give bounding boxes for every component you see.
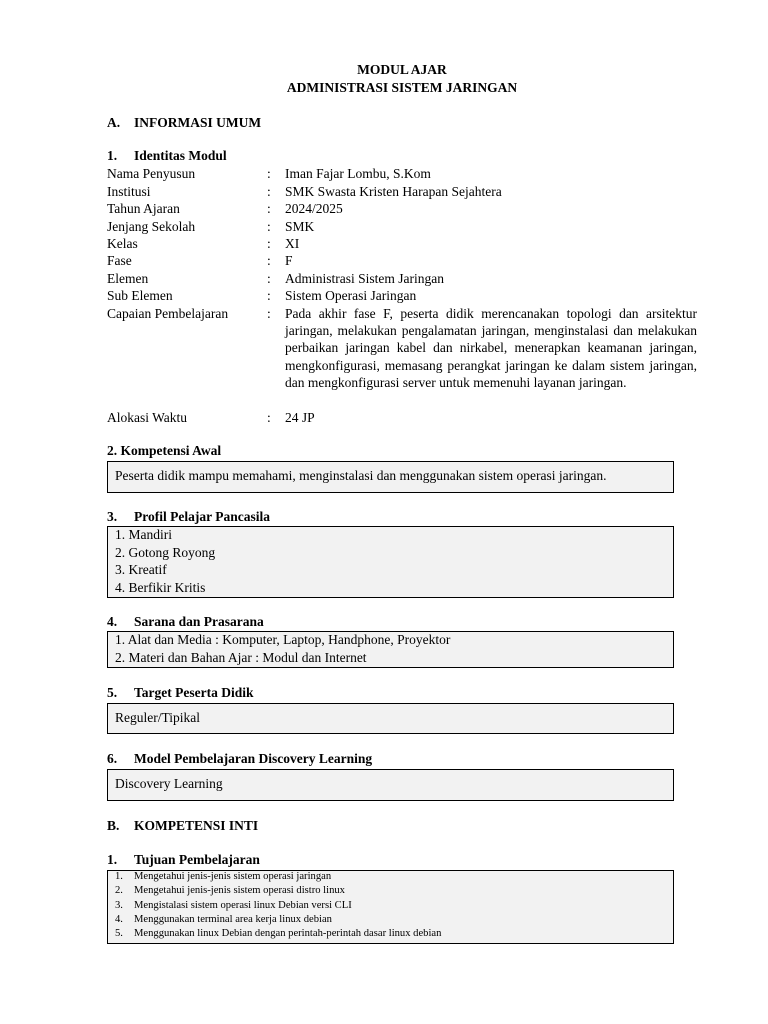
alokasi-value: 24 JP (285, 409, 315, 425)
capaian-label: Capaian Pembelajaran (107, 305, 229, 321)
info-value: 2024/2025 (285, 201, 343, 216)
target-box (107, 703, 674, 734)
profil-item: 4. Berfikir Kritis (115, 579, 206, 595)
tujuan-item-num: 1. (115, 871, 123, 882)
info-value: Iman Fajar Lombu, S.Kom (285, 166, 431, 181)
tujuan-box (107, 870, 674, 944)
info-value: XI (285, 236, 300, 251)
sarana-box (107, 631, 674, 668)
info-colon: : (267, 253, 271, 268)
info-colon: : (267, 270, 271, 286)
info-label: Elemen (107, 270, 149, 286)
info-colon: : (267, 288, 271, 303)
model-num: 6. (107, 751, 118, 766)
tujuan-label: Tujuan Pembelajaran (134, 852, 260, 867)
tujuan-item (115, 871, 331, 882)
info-label: Institusi (107, 183, 151, 199)
profil-box (107, 526, 674, 598)
tujuan-num: 1. (107, 852, 118, 867)
doc-title-line2: ADMINISTRASI SISTEM JARINGAN (286, 80, 518, 95)
info-label: Kelas (107, 236, 138, 251)
doc-title-line1: MODUL AJAR (357, 62, 447, 77)
info-value: SMK Swasta Kristen Harapan Sejahtera (285, 183, 502, 199)
profil-item: 3. Kreatif (115, 562, 167, 577)
model-label: Model Pembelajaran Discovery Learning (134, 751, 373, 766)
info-colon: : (267, 236, 271, 251)
target-num: 5. (107, 685, 118, 700)
info-value: Sistem Operasi Jaringan (285, 288, 417, 303)
info-colon: : (267, 183, 271, 199)
tujuan-item-num: 3. (115, 899, 123, 911)
profil-item: 1. Mandiri (115, 527, 172, 542)
identitas-heading (107, 148, 227, 164)
tujuan-item-text: Mengistalasi sistem operasi linux Debian versi CLI (134, 899, 352, 911)
info-label: Sub Elemen (107, 288, 173, 303)
tujuan-item-num: 5. (115, 928, 123, 940)
info-colon: : (267, 166, 271, 181)
capaian-text: Pada akhir fase F, peserta didik merencanakan topologi dan arsitektur jaringan, melakukan pengalamatan jaringan, menginstalasi dan melakukan perbaikan jaringan kabel dan nirkabel, menerapkan keamanan jaringan, mengkonfigurasi, memasang perangkat jaringan ke dalam sistem jaringan, dan mengkonfigurasi server untuk memenuhi layanan jaringan. (285, 305, 697, 391)
kompetensi-awal-text: Peserta didik mampu memahami, menginstalasi dan menggunakan sistem operasi jaringan. (115, 468, 607, 483)
info-value: SMK (285, 218, 315, 234)
sarana-heading (107, 614, 264, 630)
info-label: Nama Penyusun (107, 166, 196, 181)
info-label: Jenjang Sekolah (107, 218, 196, 234)
kompetensi-awal-heading: 2. Kompetensi Awal (107, 443, 222, 458)
kompetensi-awal-box (107, 461, 674, 493)
alokasi-colon: : (267, 409, 271, 425)
tujuan-item-num: 4. (115, 913, 123, 925)
tujuan-item (115, 900, 352, 911)
model-heading (107, 751, 372, 767)
section-b-label: KOMPETENSI INTI (134, 818, 259, 833)
section-b-heading (107, 818, 258, 834)
profil-num: 3. (107, 509, 118, 524)
identitas-label: Identitas Modul (134, 148, 227, 163)
info-value: F (285, 253, 293, 268)
tujuan-item-text: Menggunakan terminal area kerja linux debian (134, 913, 332, 925)
tujuan-item-text: Mengetahui jenis-jenis sistem operasi jaringan (134, 871, 332, 882)
model-box (107, 769, 674, 801)
tujuan-item-text: Mengetahui jenis-jenis sistem operasi distro linux (134, 885, 345, 897)
info-colon: : (267, 201, 271, 216)
sarana-num: 4. (107, 614, 118, 629)
alokasi-label: Alokasi Waktu (107, 409, 188, 425)
tujuan-item-num: 2. (115, 885, 123, 897)
tujuan-heading (107, 852, 260, 868)
target-text: Reguler/Tipikal (115, 710, 201, 725)
profil-item: 2. Gotong Royong (115, 544, 216, 560)
info-colon: : (267, 218, 271, 234)
tujuan-item-text: Menggunakan linux Debian dengan perintah-perintah dasar linux debian (134, 928, 442, 940)
sarana-item: 2. Materi dan Bahan Ajar : Modul dan Internet (115, 649, 367, 665)
profil-heading (107, 509, 270, 525)
tujuan-item (115, 914, 332, 925)
capaian-colon: : (267, 305, 271, 321)
tujuan-item (115, 885, 345, 896)
info-label: Fase (107, 253, 132, 268)
identitas-num: 1. (107, 148, 118, 163)
target-label: Target Peserta Didik (134, 685, 254, 700)
info-value: Administrasi Sistem Jaringan (285, 270, 444, 286)
tujuan-item (115, 928, 441, 939)
section-a-letter: A. (107, 115, 121, 130)
section-a-heading (107, 115, 261, 131)
profil-label: Profil Pelajar Pancasila (134, 509, 270, 524)
target-heading (107, 685, 253, 701)
sarana-label: Sarana dan Prasarana (134, 614, 264, 629)
section-b-letter: B. (107, 818, 120, 833)
info-label: Tahun Ajaran (107, 201, 180, 216)
sarana-item: 1. Alat dan Media : Komputer, Laptop, Handphone, Proyektor (115, 632, 451, 647)
model-text: Discovery Learning (115, 776, 223, 791)
section-a-label: INFORMASI UMUM (134, 115, 262, 130)
